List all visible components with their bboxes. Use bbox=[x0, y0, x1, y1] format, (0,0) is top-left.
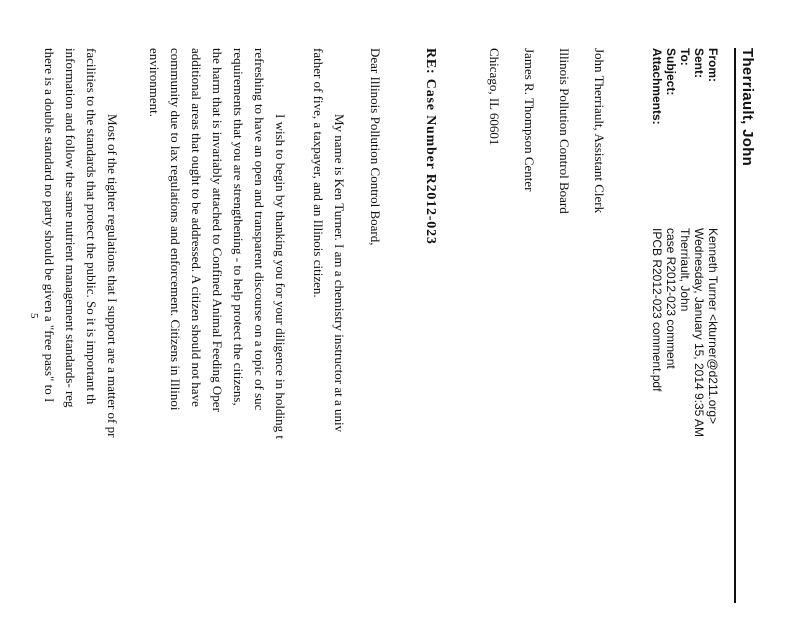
salutation: Dear Illinois Pollution Control Board, bbox=[368, 48, 383, 246]
paragraph-line: environment. bbox=[147, 48, 162, 117]
meta-value-sent: Wednesday, January 15, 2014 9:35 AM bbox=[692, 228, 706, 438]
meta-label-to: To: bbox=[678, 48, 692, 66]
paragraph-line: Most of the tighter regulations that I support are a matter of pr bbox=[105, 114, 120, 438]
paragraph-line: there is a double standard no party should be given a "free pass" to I bbox=[42, 48, 57, 403]
page-number: 5 bbox=[28, 313, 40, 319]
address-line: James R. Thompson Center bbox=[522, 48, 537, 192]
paragraph-line: I wish to begin by thanking you for your diligence in holding t bbox=[273, 114, 288, 439]
paragraph-line: requirements that you are strengthening - to help protect the citizens, bbox=[231, 48, 246, 406]
paragraph-line: facilities to the standards that protect the public. So it is important th bbox=[84, 48, 99, 405]
email-header-name: Therriault, John bbox=[739, 48, 756, 167]
meta-value-attachments: IPCB R2012-023 comment.pdf bbox=[650, 228, 664, 392]
paragraph-line: the harm that is invariably attached to Confined Animal Feeding Oper bbox=[210, 48, 225, 412]
paragraph-line: information and follow the same nutrient management standards- reg bbox=[63, 48, 78, 408]
address-line: Illinois Pollution Control Board bbox=[557, 48, 572, 214]
meta-value-subject: case R2012-023 comment bbox=[664, 228, 678, 369]
header-rule bbox=[734, 48, 736, 603]
paragraph-line: community due to lax regulations and enforcement. Citizens in Illinoi bbox=[168, 48, 183, 411]
meta-value-from: Kenneth Turner <kturner@d211.org> bbox=[706, 228, 720, 425]
re-line: RE: Case Number R2012-023 bbox=[423, 48, 438, 245]
address-line: John Therriault, Assistant Clerk bbox=[592, 48, 607, 214]
paragraph-line: refreshing to have an open and transparent discourse on a topic of suc bbox=[252, 48, 267, 411]
meta-label-from: From: bbox=[706, 48, 720, 82]
meta-label-attachments: Attachments: bbox=[650, 48, 664, 125]
paragraph-line: father of five, a taxpayer, and an Illinois citizen. bbox=[311, 48, 326, 298]
paragraph-line: additional areas that ought to be addressed. A citizen should not have bbox=[189, 48, 204, 407]
meta-label-sent: Sent: bbox=[692, 48, 706, 78]
meta-label-subject: Subject: bbox=[664, 48, 678, 96]
paragraph-line: My name is Ken Turner. I am a chemistry instructor at a univ bbox=[332, 114, 347, 433]
meta-value-to: Therriault, John bbox=[678, 228, 692, 312]
address-line: Chicago, IL 60601 bbox=[487, 48, 502, 146]
